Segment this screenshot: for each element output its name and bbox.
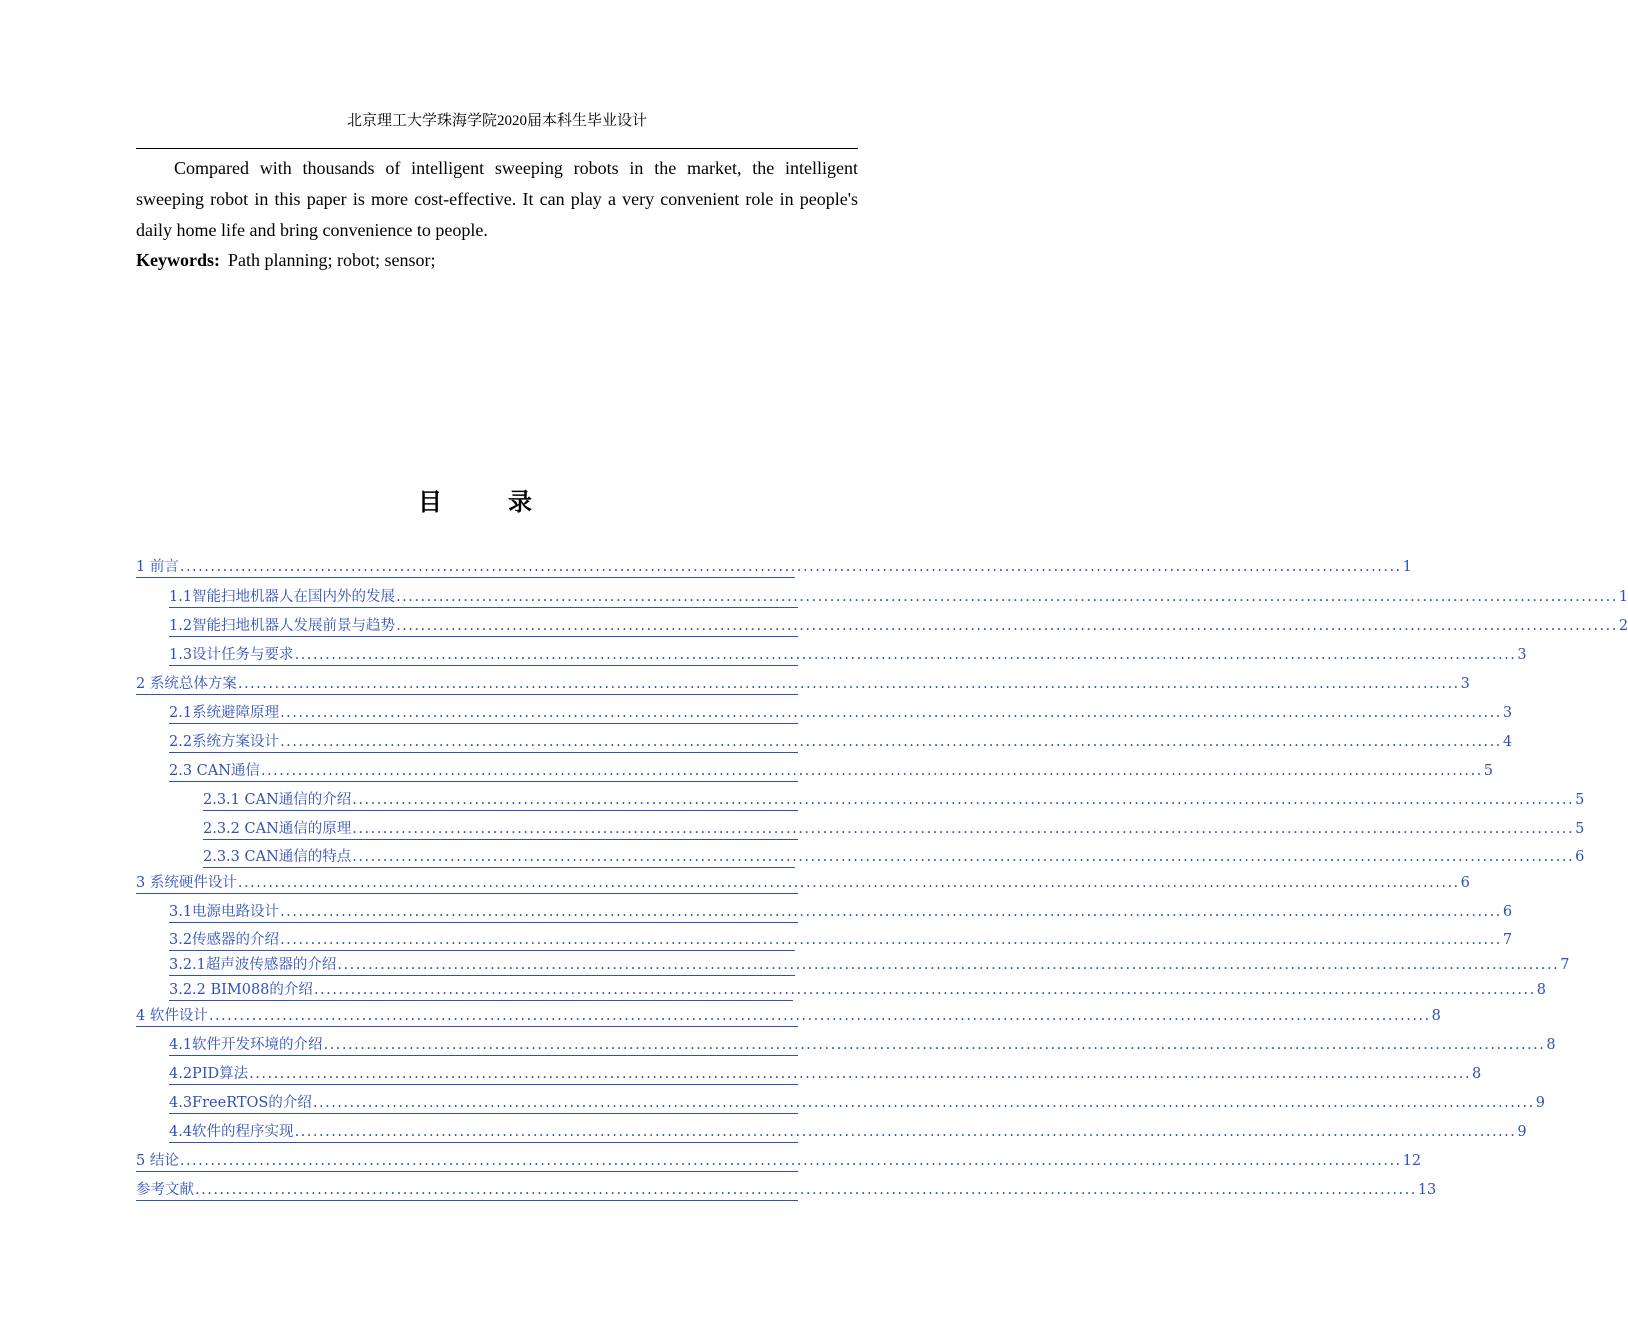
toc-entry-page: 5 <box>1483 763 1493 779</box>
toc-entry-label: 2.3.2 CAN通信的原理 <box>203 821 352 837</box>
toc-entry-label: 4.4软件的程序实现 <box>169 1124 294 1140</box>
toc-leader: ........................................................................................................................................................................................................ <box>208 1008 1431 1024</box>
toc-entry-page: 3 <box>1460 676 1470 692</box>
toc-leader: ........................................................................................................................................................................................................ <box>260 763 1483 779</box>
toc-entry-label: 3.2.2 BIM088的介绍 <box>169 982 313 998</box>
toc-leader: ........................................................................................................................................................................................................ <box>294 647 1517 663</box>
toc-entry-page: 7 <box>1502 932 1513 948</box>
toc-entry[interactable] <box>169 953 1570 976</box>
toc-entry-page: 1 <box>1618 589 1628 605</box>
toc-leader: ........................................................................................................................................................................................................ <box>280 734 1502 750</box>
toc-entry[interactable] <box>169 1033 1556 1056</box>
toc-entry-label: 1.1智能扫地机器人在国内外的发展 <box>169 589 396 605</box>
toc-entry-page: 8 <box>1546 1037 1556 1053</box>
toc-leader: ........................................................................................................................................................................................................ <box>294 1124 1517 1140</box>
toc-entry-label: 2.3.1 CAN通信的介绍 <box>203 792 352 808</box>
toc-entry[interactable] <box>169 900 1513 923</box>
toc-entry-label: 4 软件设计 <box>136 1008 208 1024</box>
toc-entry[interactable] <box>136 1149 1422 1172</box>
toc-entry[interactable] <box>169 928 1513 951</box>
toc-entry[interactable] <box>169 759 1493 782</box>
toc-entry[interactable] <box>203 817 1585 840</box>
toc-entry-label: 3.2.1超声波传感器的介绍 <box>169 957 337 973</box>
toc-entry-page: 8 <box>1536 982 1546 998</box>
toc-entry[interactable] <box>169 585 1628 608</box>
toc-entry-label: 2.2系统方案设计 <box>169 734 280 750</box>
toc-leader: ........................................................................................................................................................................................................ <box>237 875 1460 891</box>
toc-leader: ........................................................................................................................................................................................................ <box>280 904 1502 920</box>
toc-entry-page: 5 <box>1575 821 1585 837</box>
toc-leader: ........................................................................................................................................................................................................ <box>280 932 1502 948</box>
keywords-value: Path planning; robot; sensor; <box>228 250 436 270</box>
toc-entry-page: 1 <box>1402 559 1412 575</box>
toc-leader: ........................................................................................................................................................................................................ <box>179 1153 1402 1169</box>
toc-entry-label: 3.1电源电路设计 <box>169 904 280 920</box>
toc-leader: ........................................................................................................................................................................................................ <box>337 957 1560 973</box>
toc-entry[interactable] <box>169 701 1513 724</box>
toc-entry-page: 9 <box>1517 1124 1527 1140</box>
abstract-paragraph: Compared with thousands of intelligent sweeping robots in the market, the intelligent sweeping robot in this paper is more cost-effective. It can play a very convenient role in people's daily home life and bring convenience to people. <box>136 158 858 240</box>
toc-entry[interactable] <box>169 1062 1482 1085</box>
toc-entry-label: 2.3 CAN通信 <box>169 763 260 779</box>
toc-entry-page: 3 <box>1502 705 1513 721</box>
toc-entry-page: 9 <box>1535 1095 1545 1111</box>
toc-title: 目 录 <box>418 490 562 516</box>
toc-leader: ........................................................................................................................................................................................................ <box>352 849 1575 865</box>
toc-entry-label: 参考文献 <box>136 1182 194 1198</box>
toc-entry-page: 7 <box>1560 957 1570 973</box>
toc-entry-label: 3.2传感器的介绍 <box>169 932 280 948</box>
toc-entry-label: 2.3.3 CAN通信的特点 <box>203 849 352 865</box>
toc-leader: ........................................................................................................................................................................................................ <box>195 1182 1417 1198</box>
toc-entry-page: 13 <box>1417 1182 1437 1198</box>
toc-entry-label: 3 系统硬件设计 <box>136 875 237 891</box>
toc-entry[interactable] <box>169 730 1513 753</box>
toc-entry-page: 4 <box>1502 734 1513 750</box>
toc-entry-label: 2 系统总体方案 <box>136 676 237 692</box>
toc-entry-label: 4.1软件开发环境的介绍 <box>169 1037 323 1053</box>
toc-entry[interactable] <box>136 1004 1441 1027</box>
toc-leader: ........................................................................................................................................................................................................ <box>352 821 1575 837</box>
toc-entry-page: 6 <box>1502 904 1513 920</box>
toc-entry-page: 6 <box>1460 875 1470 891</box>
toc-entry-label: 1 前言 <box>136 559 179 575</box>
toc-entry-label: 2.1系统避障原理 <box>169 705 280 721</box>
toc-entry-page: 5 <box>1575 792 1585 808</box>
toc-entry-page: 3 <box>1517 647 1527 663</box>
toc-leader: ........................................................................................................................................................................................................ <box>312 1095 1535 1111</box>
toc-entry[interactable] <box>136 871 1470 894</box>
toc-entry[interactable] <box>136 1178 1437 1201</box>
toc-entry-label: 4.2PID算法 <box>169 1066 249 1082</box>
toc-entry-label: 1.3设计任务与要求 <box>169 647 294 663</box>
toc-entry[interactable] <box>169 1091 1545 1114</box>
toc-leader: ........................................................................................................................................................................................................ <box>396 589 1618 605</box>
toc-entry-page: 6 <box>1575 849 1585 865</box>
toc-entry[interactable] <box>203 845 1585 868</box>
toc-entry-label: 5 结论 <box>136 1153 179 1169</box>
keywords-line <box>136 245 858 275</box>
keywords-label: Keywords: <box>136 250 220 270</box>
toc-leader: ........................................................................................................................................................................................................ <box>352 792 1575 808</box>
toc-entry[interactable] <box>169 643 1527 666</box>
toc-entry-label: 1.2智能扫地机器人发展前景与趋势 <box>169 618 396 634</box>
toc-leader: ........................................................................................................................................................................................................ <box>323 1037 1546 1053</box>
toc-entry-page: 8 <box>1472 1066 1482 1082</box>
page-header: 北京理工大学珠海学院2020届本科生毕业设计 <box>346 113 647 129</box>
toc-leader: ........................................................................................................................................................................................................ <box>396 618 1618 634</box>
toc-entry-page: 12 <box>1402 1153 1422 1169</box>
toc-leader: ........................................................................................................................................................................................................ <box>237 676 1460 692</box>
toc-entry[interactable] <box>136 555 1412 578</box>
toc-entry[interactable] <box>169 614 1628 637</box>
header-divider <box>136 148 858 149</box>
toc-entry-label: 4.3FreeRTOS的介绍 <box>169 1095 312 1111</box>
toc-entry-page: 8 <box>1431 1008 1441 1024</box>
toc-leader: ........................................................................................................................................................................................................ <box>179 559 1402 575</box>
toc-entry[interactable] <box>169 978 1546 1001</box>
toc-leader: ........................................................................................................................................................................................................ <box>280 705 1502 721</box>
toc-entry[interactable] <box>203 788 1585 811</box>
toc-entry-page: 2 <box>1618 618 1628 634</box>
toc-entry[interactable] <box>169 1120 1527 1143</box>
toc-entry[interactable] <box>136 672 1470 695</box>
toc-leader: ........................................................................................................................................................................................................ <box>313 982 1536 998</box>
toc-leader: ........................................................................................................................................................................................................ <box>249 1066 1471 1082</box>
